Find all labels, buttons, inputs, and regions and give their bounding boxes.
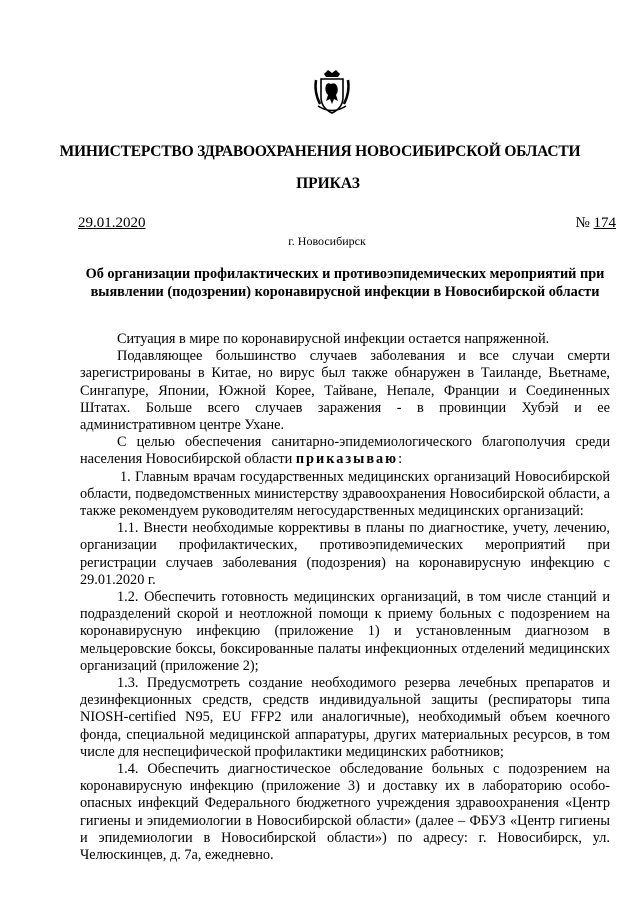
ministry-title: МИНИСТЕРСТВО ЗДРАВООХРАНЕНИЯ НОВОСИБИРСКОЙ ОБЛАСТИ xyxy=(59,143,581,160)
coat-of-arms-icon xyxy=(312,66,352,116)
order-item-1-2: 1.2. Обеспечить готовность медицинских организаций, в том числе станций и подразделений скорой и неотложной помощи к приему больных с подозрением на коронавирусную инфекцию (приложение 1) и установленным диагнозом в мельцеровские боксы, боксированные палаты инфекционных отделений медицинских организаций (приложение 2); xyxy=(80,589,610,674)
paragraph-cases: Подавляющее большинство случаев заболевания и все случаи смерти зарегистрированы в Китае, но вирус был также обнаружен в Таиланде, Вьетнаме, Сингапуре, Японии, Южной Корее, Тайване, Непале, Франции и Соединенных Штатах. Больше всего случаев заражения - в провинции Хубэй и ее административном центре Ухане. xyxy=(80,348,610,434)
order-keyword-colon: : xyxy=(398,451,403,468)
document-type-title: ПРИКАЗ xyxy=(296,175,360,192)
paragraph-order-intro xyxy=(80,434,610,468)
order-date xyxy=(78,215,146,232)
order-intro-text: С целью обеспечения санитарно-эпидемиологического благополучия среди населения Новосибирской области xyxy=(80,434,610,468)
order-item-1: 1. Главным врачам государственных медицинских организаций Новосибирской области, подведомственных министерству здравоохранения Новосибирской области, а также рекомендуем руководителям негосударственных медицинских организаций: xyxy=(80,468,610,520)
order-subject: Об организации профилактических и противоэпидемических мероприятий при выявлении (подозрении) коронавирусной инфекции в Новосибирской области xyxy=(85,266,605,300)
order-item-1-4: 1.4. Обеспечить диагностическое обследование больных с подозрением на коронавирусную инфекцию (приложение 3) и доставку их в лабораторию особо-опасных инфекций Федерального бюджетного учреждения здравоохранения «Центр гигиены и эпидемиологии в Новосибирской области» (далее – ФБУЗ «Центр гигиены и эпидемиологии в Новосибирской области») по адресу: г. Новосибирск, ул. Челюскинцев, д. 7а, ежедневно. xyxy=(80,761,610,864)
paragraph-situation: Ситуация в мире по коронавирусной инфекции остается напряженной. xyxy=(117,331,550,347)
order-keyword: приказываю xyxy=(295,451,399,468)
order-number xyxy=(575,215,616,232)
order-date-value: 29.01.2020 xyxy=(78,215,146,231)
order-item-1-1: 1.1. Внести необходимые коррективы в планы по диагностике, учету, лечению, организации профилактических, противоэпидемических мероприятий при регистрации случаев заболевания (подозрения) на коронавирусную инфекцию с 29.01.2020 г. xyxy=(80,520,610,588)
order-item-1-3: 1.3. Предусмотреть создание необходимого резерва лечебных препаратов и дезинфекционных средств, средств индивидуальной защиты (респираторы типа NIOSH-certified N95, EU FFP2 или аналогичные), необходимый объем коечного фонда, специальной медицинской аппаратуры, других материальных ресурсов, в том числе для неспецифической профилактики медицинских работников; xyxy=(80,675,610,760)
order-number-prefix: № xyxy=(575,215,590,231)
order-city: г. Новосибирск xyxy=(288,234,366,248)
order-number-value: 174 xyxy=(593,215,616,231)
order-body xyxy=(80,331,610,864)
